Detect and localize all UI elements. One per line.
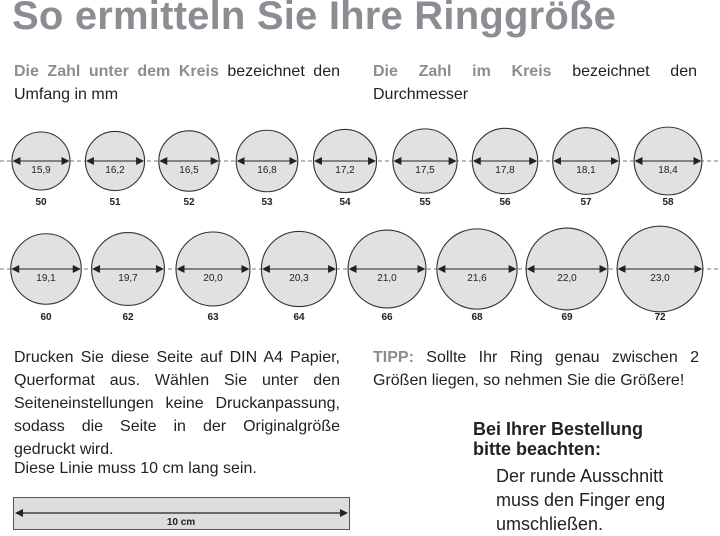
ring-diameter-label: 17,8 xyxy=(495,165,515,176)
ring-size-label: 52 xyxy=(183,197,195,208)
ring-diameter-label: 17,2 xyxy=(335,165,355,176)
ring-size-label: 68 xyxy=(471,312,483,323)
ring-diameter-label: 19,1 xyxy=(36,273,56,284)
diameter-highlight: Die Zahl im Kreis xyxy=(373,63,552,80)
order-body-line: umschließen. xyxy=(496,514,604,534)
tip-body: Sollte Ihr Ring genau zwischen 2 Größen liegen, so nehmen Sie die Größere! xyxy=(373,349,699,389)
diameter-text: bezeichnet den Durchmesser xyxy=(373,63,697,103)
ring-diameter-label: 23,0 xyxy=(650,273,670,284)
ring-diameter-label: 21,6 xyxy=(467,273,487,284)
circumference-highlight: Die Zahl unter dem Kreis xyxy=(14,63,219,80)
order-body-line: Der runde Ausschnitt xyxy=(496,466,664,486)
tip-label: TIPP: xyxy=(373,349,414,366)
ring-diameter-label: 22,0 xyxy=(557,273,577,284)
ring-size-label: 57 xyxy=(580,197,592,208)
ring-diameter-label: 19,7 xyxy=(118,273,138,284)
ring-diameter-label: 18,4 xyxy=(658,165,678,176)
ring-size-label: 66 xyxy=(381,312,393,323)
ring-diameter-label: 16,5 xyxy=(179,165,199,176)
ring-diameter-label: 18,1 xyxy=(576,165,596,176)
print-instructions: Drucken Sie diese Seite auf DIN A4 Papier, Querformat aus. Wählen Sie unter den Seiteneinstellungen keine Druckanpassung, sodass die Seite in der Originalgröße gedruckt wird. xyxy=(14,349,340,458)
order-heading-line: Bei Ihrer Bestellung xyxy=(473,419,644,439)
order-heading-line: bitte beachten: xyxy=(473,439,602,459)
ring-size-label: 58 xyxy=(662,197,674,208)
ring-size-label: 60 xyxy=(40,312,52,323)
ring-diameter-label: 17,5 xyxy=(415,165,435,176)
tip-text xyxy=(373,346,699,392)
ring-size-label: 51 xyxy=(109,197,121,208)
ring-size-label: 54 xyxy=(339,197,351,208)
order-notice-body xyxy=(496,464,665,536)
circumference-text: bezeichnet den Umfang in mm xyxy=(14,63,340,103)
ring-size-label: 72 xyxy=(654,312,666,323)
ring-size-label: 50 xyxy=(35,197,47,208)
ring-diameter-label: 16,2 xyxy=(105,165,125,176)
line-length-note: Diese Linie muss 10 cm lang sein. xyxy=(14,460,257,477)
ring-size-label: 56 xyxy=(499,197,511,208)
ring-diameter-label: 20,0 xyxy=(203,273,223,284)
ring-diameter-label: 16,8 xyxy=(257,165,277,176)
ring-diameter-label: 21,0 xyxy=(377,273,397,284)
ring-size-label: 63 xyxy=(207,312,219,323)
ring-diameter-label: 20,3 xyxy=(289,273,309,284)
ruler-label: 10 cm xyxy=(166,517,196,528)
ring-size-label: 69 xyxy=(561,312,573,323)
ring-diameter-label: 15,9 xyxy=(31,165,51,176)
order-notice-heading xyxy=(473,419,643,459)
ring-size-label: 53 xyxy=(261,197,273,208)
ten-cm-ruler xyxy=(13,497,351,531)
page-title: So ermitteln Sie Ihre Ringgröße xyxy=(12,0,617,38)
ring-size-label: 64 xyxy=(293,312,305,323)
ring-size-label: 55 xyxy=(419,197,431,208)
ring-size-label: 62 xyxy=(122,312,134,323)
order-body-line: muss den Finger eng xyxy=(496,490,666,510)
